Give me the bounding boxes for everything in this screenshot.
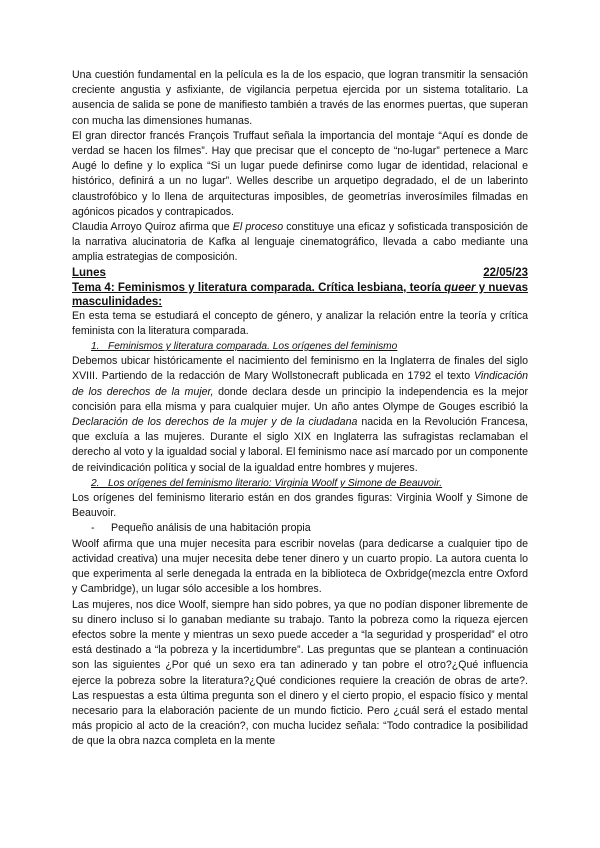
date: 22/05/23 [483, 266, 528, 279]
document-page [72, 68, 528, 750]
paragraph: Woolf afirma que una mujer necesita para escribir novelas (para dedicarse a cualquier tipo de actividad creativa) una mujer necesita debe tener dinero y un cuarto propio. La autora cuenta lo que experimenta al serle denegada la entrada en la biblioteca de Oxbridge(mezcla entre Oxford y Cambridge), un lugar sólo accesible a los hombres. [72, 537, 528, 596]
list-item [91, 521, 528, 536]
date-row [72, 266, 528, 281]
paragraph: Una cuestión fundamental en la película es la de los espacio, que logran transmitir la sensación creciente angustia y asfixiante, de vigilancia perpetua ejercida por un sistema totalitario. La ausencia de salida se pone de manifiesto también a través de las enormes puertas, que superan con mucha las dimensiones humanas. [72, 69, 528, 127]
subsection-heading: 1. Feminismos y literatura comparada. Los orígenes del feminismo [91, 341, 398, 353]
weekday: Lunes [72, 266, 106, 279]
paragraph: Claudia Arroyo Quiroz afirma que El proceso constituye una eficaz y sofisticada transposición de la narrativa alucinatoria de Kafka al lenguaje cinematográfico, llevada a cabo mediante una amplia estrategias de composición. [72, 221, 528, 264]
subsection-heading: 2. Los orígenes del feminismo literario: Virginia Woolf y Simone de Beauvoir. [91, 477, 443, 489]
paragraph: Los orígenes del feminismo literario están en dos grandes figuras: Virginia Woolf y Simone de Beauvoir. [72, 492, 528, 520]
dash-bullet: - [91, 522, 95, 535]
paragraph: Las mujeres, nos dice Woolf, siempre han sido pobres, ya que no podían disponer libremente de su dinero incluso si lo ganaban mediante su trabajo. Tanto la pobreza como la riqueza ejercen efectos sobre la mente y mientras un sexo puede acceder a “la seguridad y prosperidad” el otro está destinado a “la pobreza y la incertidumbre”. Las preguntas que se plantean a continuación son las siguientes ¿Por qué un sexo era tan adinerado y tan pobre el otro?¿Qué influencia ejerce la pobreza sobre la literatura?¿Qué condiciones requiere la creación de obras de arte?. Las respuestas a esta última pregunta son el dinero y el cierto propio, el espacio físico y mental necesario para la elaboración paciente de un mundo ficticio. Pero ¿cuál será el estado mental más propicio al acto de la creación?, con mucha lucidez señala: “Todo contradice la posibilidad de que la obra nazca completa en la mente [72, 598, 528, 748]
paragraph: El gran director francés François Truffaut señala la importancia del montaje “Aquí es donde de verdad se hacen los filmes”. Hay que precisar que el concepto de “no-lugar” pertenece a Marc Augé lo define y lo explica “Si un lugar puede definirse como lugar de identidad, relacional e histórico, definirá a un no lugar”. Welles describe un arquetipo degradado, el de un laberinto claustrofóbico y lo llena de arquitecturas imposibles, de geometrías inverosímiles filmadas en agónicos picados y contrapicados. [72, 129, 528, 218]
section-heading: Tema 4: Feminismos y literatura comparada. Crítica lesbiana, teoría queer y nuevas masculinidades: [72, 281, 528, 308]
paragraph: En esta tema se estudiará el concepto de género, y analizar la relación entre la teoría y crítica feminista con la literatura comparada. [72, 309, 528, 337]
list-item-text: Pequeño análisis de una habitación propia [111, 522, 311, 535]
book-title: El proceso [232, 221, 284, 234]
paragraph: Debemos ubicar históricamente el nacimiento del feminismo en la Inglaterra de finales del siglo XVIII. Partiendo de la redacción de Mary Wollstonecraft publicada en 1792 el texto Vindicación de los derechos de la mujer, donde declara desde un principio la independencia es la mejor concisión para ella misma y para cualquier mujer. Un año antes Olympe de Gouges escribió la Declaración de los derechos de la mujer y de la ciudadana nacida en la Revolución Francesa, que excluía a las mujeres. Durante el siglo XIX en Inglaterra las sufragistas reclamaban el derecho al voto y la igualdad social y laboral. El feminismo nace así marcado por un componente de reivindicación política y social de la igualdad entre hombres y mujeres. [72, 355, 529, 474]
